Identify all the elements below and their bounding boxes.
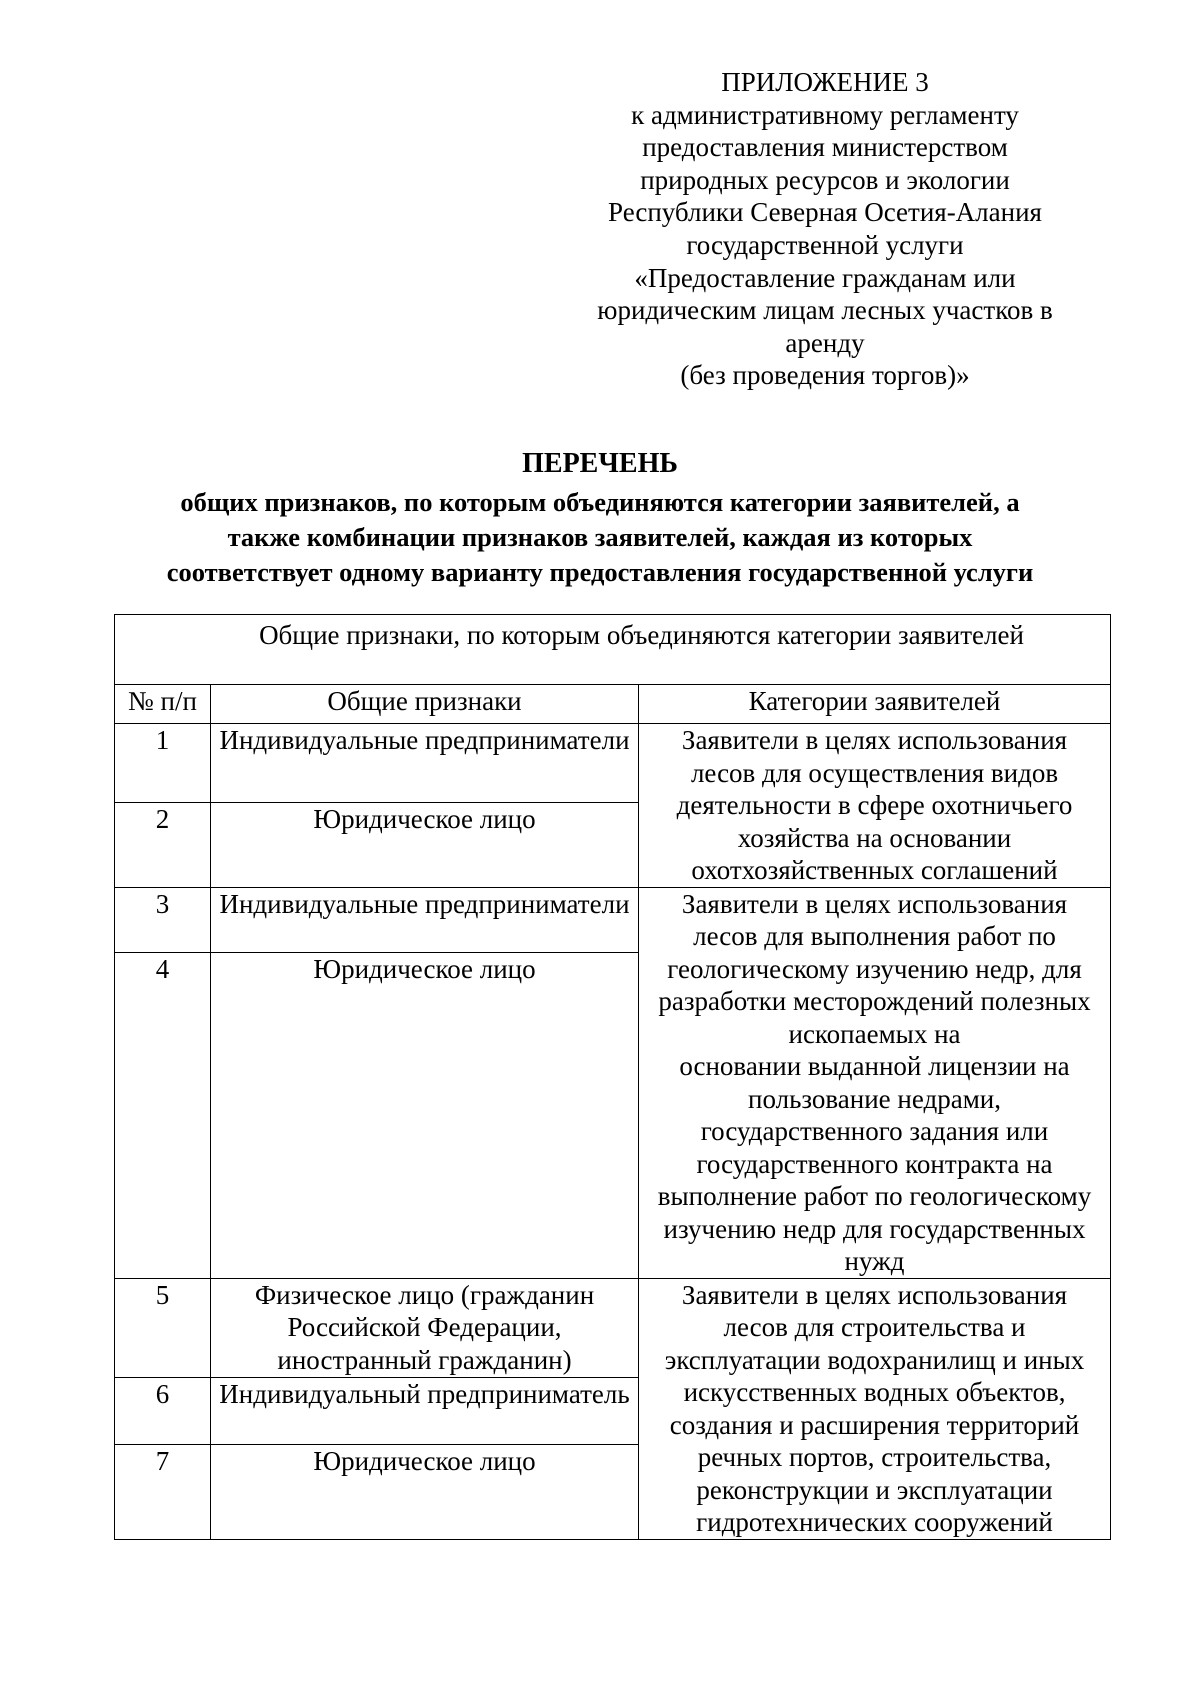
appendix-line: государственной услуги — [686, 229, 964, 260]
row-feature: Индивидуальные предприниматели — [211, 887, 639, 952]
row-feature: Индивидуальный предприниматель — [211, 1377, 639, 1444]
appendix-line: юридическим лицам лесных участков в — [597, 295, 1053, 326]
appendix-line: (без проведения торгов)» — [680, 360, 970, 391]
table-row — [115, 887, 1111, 952]
appendix-line: «Предоставление гражданам или — [634, 262, 1016, 293]
appendix-block — [560, 66, 1090, 392]
row-category: Заявители в целях использования лесов для осуществления видов деятельности в сфере охотничьего хозяйства на основании охотхозяйственных соглашений — [639, 724, 1111, 888]
document-title: ПЕРЕЧЕНЬ — [522, 448, 678, 479]
appendix-line: к административному регламенту — [631, 99, 1019, 130]
row-category: Заявители в целях использования лесов для выполнения работ по геологическому изучению недр, для разработки месторождений полезных ископаемых на основании выданной лицензии на пользование недрами, государственного задания или государственного контракта на выполнение работ по геологическому изучению недр для государственных нужд — [639, 887, 1111, 1278]
header-feature: Общие признаки — [211, 685, 639, 724]
row-number: 6 — [115, 1377, 211, 1444]
document-heading — [40, 446, 1160, 590]
row-number: 5 — [115, 1278, 211, 1377]
row-number: 1 — [115, 724, 211, 803]
document-subtitle-line: также комбинации признаков заявителей, каждая из которых — [227, 522, 973, 552]
row-feature: Юридическое лицо — [211, 803, 639, 887]
document-subtitle-line: общих признаков, по которым объединяются категории заявителей, а — [180, 487, 1020, 517]
appendix-line: Республики Северная Осетия-Алания — [608, 197, 1042, 228]
row-feature: Юридическое лицо — [211, 1444, 639, 1539]
row-number: 7 — [115, 1444, 211, 1539]
row-feature: Физическое лицо (гражданин Российской Федерации, иностранный гражданин) — [211, 1278, 639, 1377]
document-subtitle-line: соответствует одному варианту предоставления государственной услуги — [166, 557, 1034, 587]
row-category: Заявители в целях использования лесов для строительства и эксплуатации водохранилищ и иных искусственных водных объектов, создания и расширения территорий речных портов, строительства, реконструкции и эксплуатации гидротехнических сооружений — [639, 1278, 1111, 1539]
appendix-line: природных ресурсов и экологии — [640, 164, 1010, 195]
row-number: 2 — [115, 803, 211, 887]
table-caption: Общие признаки, по которым объединяются категории заявителей — [115, 615, 1111, 685]
table-row — [115, 724, 1111, 803]
table-header-row — [115, 685, 1111, 724]
header-category: Категории заявителей — [639, 685, 1111, 724]
appendix-line: предоставления министерством — [642, 132, 1008, 163]
table-row — [115, 1278, 1111, 1377]
appendix-line: аренду — [785, 327, 865, 358]
row-number: 3 — [115, 887, 211, 952]
header-num: № п/п — [115, 685, 211, 724]
row-number: 4 — [115, 952, 211, 1278]
appendix-line: ПРИЛОЖЕНИЕ 3 — [721, 67, 929, 97]
table-caption-row — [115, 615, 1111, 685]
applicant-categories-table — [114, 614, 1111, 1540]
row-feature: Юридическое лицо — [211, 952, 639, 1278]
row-feature: Индивидуальные предприниматели — [211, 724, 639, 803]
